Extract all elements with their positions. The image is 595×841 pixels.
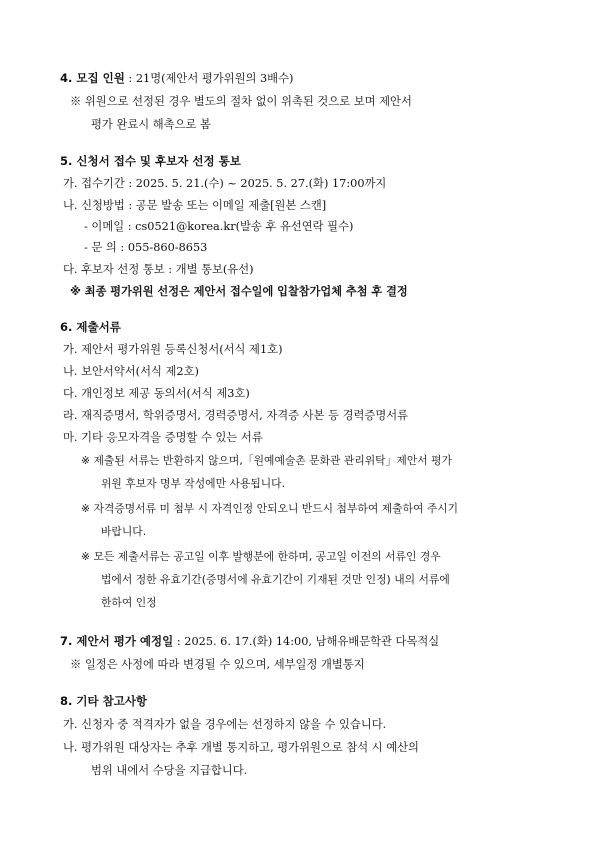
section-6-item-ga: 가. 제안서 평가위원 등록신청서(서식 제1호): [63, 343, 283, 356]
section-5-heading: 5. 신청서 접수 및 후보자 선정 통보: [60, 154, 241, 168]
section-6-item-ra: 라. 재직증명서, 학위증명서, 경력증명서, 자격증 사본 등 경력증명서류: [63, 409, 409, 422]
section-4-note-cont: 평가 완료시 해촉으로 봄: [91, 118, 211, 131]
section-4-value: : 21명(제안서 평가위원의 3배수): [124, 72, 294, 85]
section-6-item-ma: 마. 기타 응모자격을 증명할 수 있는 서류: [63, 431, 263, 444]
section-7-value: : 2025. 6. 17.(화) 14:00, 남해유배문학관 다목적실: [173, 635, 440, 648]
section-4-note: ※ 위원으로 선정된 경우 별도의 절차 없이 위촉된 것으로 보며 제안서: [70, 95, 412, 108]
section-6-note-3-cont: 법에서 정한 유효기간(증명서에 유효기간이 기재된 것만 인정) 내의 서류에: [101, 573, 450, 586]
section-6-note-2-cont: 바랍니다.: [101, 525, 147, 538]
section-8-item-na-cont: 범위 내에서 수당을 지급합니다.: [91, 764, 248, 777]
section-6-item-da: 다. 개인정보 제공 동의서(서식 제3호): [63, 387, 250, 400]
section-5-item-na: 나. 신청방법 : 공문 발송 또는 이메일 제출[원본 스캔]: [63, 199, 327, 212]
section-6-note-1-cont: 위원 후보자 명부 작성에만 사용됩니다.: [101, 477, 286, 490]
section-6-heading: 6. 제출서류: [60, 320, 121, 334]
section-8-item-ga: 가. 신청자 중 적격자가 없을 경우에는 선정하지 않을 수 있습니다.: [63, 718, 387, 731]
section-6-note-3-cont-2: 한하여 인정: [101, 596, 157, 609]
section-7: [60, 634, 439, 649]
section-8-heading: 8. 기타 참고사항: [60, 694, 148, 708]
section-6-note-2: ※ 자격증명서류 미 첨부 시 자격인정 안되오니 반드시 첨부하여 제출하여 주시기: [81, 502, 459, 515]
section-6-item-na: 나. 보안서약서(서식 제2호): [63, 365, 199, 378]
section-4-heading: 4. 모집 인원: [60, 71, 125, 85]
section-7-heading: 7. 제안서 평가 예정일: [60, 634, 174, 648]
section-5-email: - 이메일 : cs0521@korea.kr(발송 후 유선연락 필수): [84, 220, 354, 233]
section-8-item-na: 나. 평가위원 대상자는 추후 개별 통지하고, 평가위원으로 참석 시 예산의: [63, 741, 419, 754]
section-5-contact: - 문 의 : 055-860-8653: [84, 241, 208, 254]
section-5-emphasis-note: ※ 최종 평가위원 선정은 제안서 접수일에 입찰참가업체 추첨 후 결정: [70, 285, 408, 298]
section-6-note-3: ※ 모든 제출서류는 공고일 이후 발행분에 한하며, 공고일 이전의 서류인 경우: [81, 550, 441, 563]
section-4: [60, 71, 293, 86]
section-5-item-ga: 가. 접수기간 : 2025. 5. 21.(수) ~ 2025. 5. 27.(화) 17:00까지: [63, 177, 387, 190]
section-6-note-1: ※ 제출된 서류는 반환하지 않으며,「원예예술촌 문화관 관리위탁」제안서 평가: [81, 454, 452, 467]
section-7-note: ※ 일정은 사정에 따라 변경될 수 있으며, 세부일정 개별통지: [70, 658, 365, 671]
section-5-item-da: 다. 후보자 선정 통보 : 개별 통보(유선): [63, 263, 254, 276]
